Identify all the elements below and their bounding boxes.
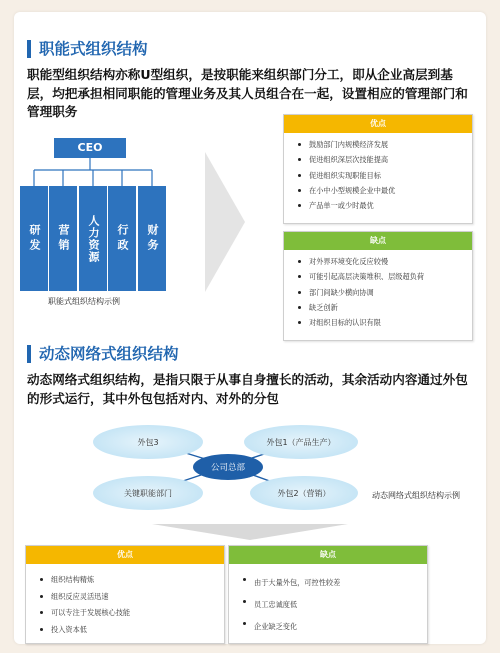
list-item: 部门间缺少横向协调 (298, 285, 472, 300)
ceo-label: CEO (77, 141, 103, 154)
list-item: 对外界环境变化反应较慢 (298, 254, 472, 269)
section2-cons-box (228, 545, 428, 644)
section1-title: 职能式组织结构 (27, 40, 148, 58)
list-item: 产品单一或少时最优 (298, 198, 472, 213)
cons-header: 缺点 (284, 232, 472, 250)
dept-label: 研发 (28, 223, 41, 254)
list-item: 由于大量外包，可控性较差 (243, 572, 427, 594)
list-item: 在小中小型规模企业中最优 (298, 183, 472, 198)
list-item: 组织反应灵活迅速 (40, 589, 224, 606)
section2-title: 动态网络式组织结构 (27, 345, 179, 363)
list-item: 组织结构精炼 (40, 572, 224, 589)
section2-caption: 动态网络式组织结构示例 (372, 491, 460, 500)
list-item: 鼓励部门内规模经济发展 (298, 137, 472, 152)
section2-description: 动态网络式组织结构，是指只限于从事自身擅长的活动，其余活动内容通过外包的形式运行，其中外包包括对内、对外的分包 (27, 372, 468, 406)
list-item: 缺乏创新 (298, 300, 472, 315)
list-item: 员工忠诚度低 (243, 594, 427, 616)
list-item: 促进组织实现职能目标 (298, 168, 472, 183)
node-label: 公司总部 (210, 463, 245, 473)
node-label: 关键职能部门 (124, 488, 172, 498)
node-headquarters (193, 454, 263, 480)
node-key-functions (93, 476, 203, 510)
dept-label: 营销 (57, 223, 70, 254)
list-item: 可以专注于发展核心技能 (40, 605, 224, 622)
section1-description: 职能型组织结构亦称U型组织，是按职能来组织部门分工，即从企业高层到基层，均把承担相同职能的管理业务及其人员组合在一起，设置相应的管理部门和管理职务 (27, 67, 468, 119)
list-item: 促进组织深层次技能提高 (298, 152, 472, 167)
dept-label: 财务 (146, 223, 159, 254)
node-outsource-3 (93, 425, 203, 459)
list-item: 对组织目标的认识有限 (298, 315, 472, 330)
list-item: 企业缺乏变化 (243, 616, 427, 638)
cons-header: 缺点 (229, 546, 427, 564)
node-label: 外包3 (137, 437, 159, 447)
dept-label: 人力资源 (87, 214, 100, 263)
node-outsource-2 (250, 476, 358, 510)
section1-caption: 职能式组织结构示例 (48, 297, 120, 306)
dept-label: 行政 (116, 223, 129, 254)
section2-pros-box (25, 545, 225, 644)
list-item: 可能引起高层决策堆积、层级超负荷 (298, 269, 472, 284)
pros-header: 优点 (284, 115, 472, 133)
node-outsource-1 (244, 425, 358, 459)
list-item: 投入资本低 (40, 622, 224, 639)
node-label: 外包2（营销） (277, 488, 331, 498)
pros-header: 优点 (26, 546, 224, 564)
node-label: 外包1（产品生产） (266, 437, 336, 447)
